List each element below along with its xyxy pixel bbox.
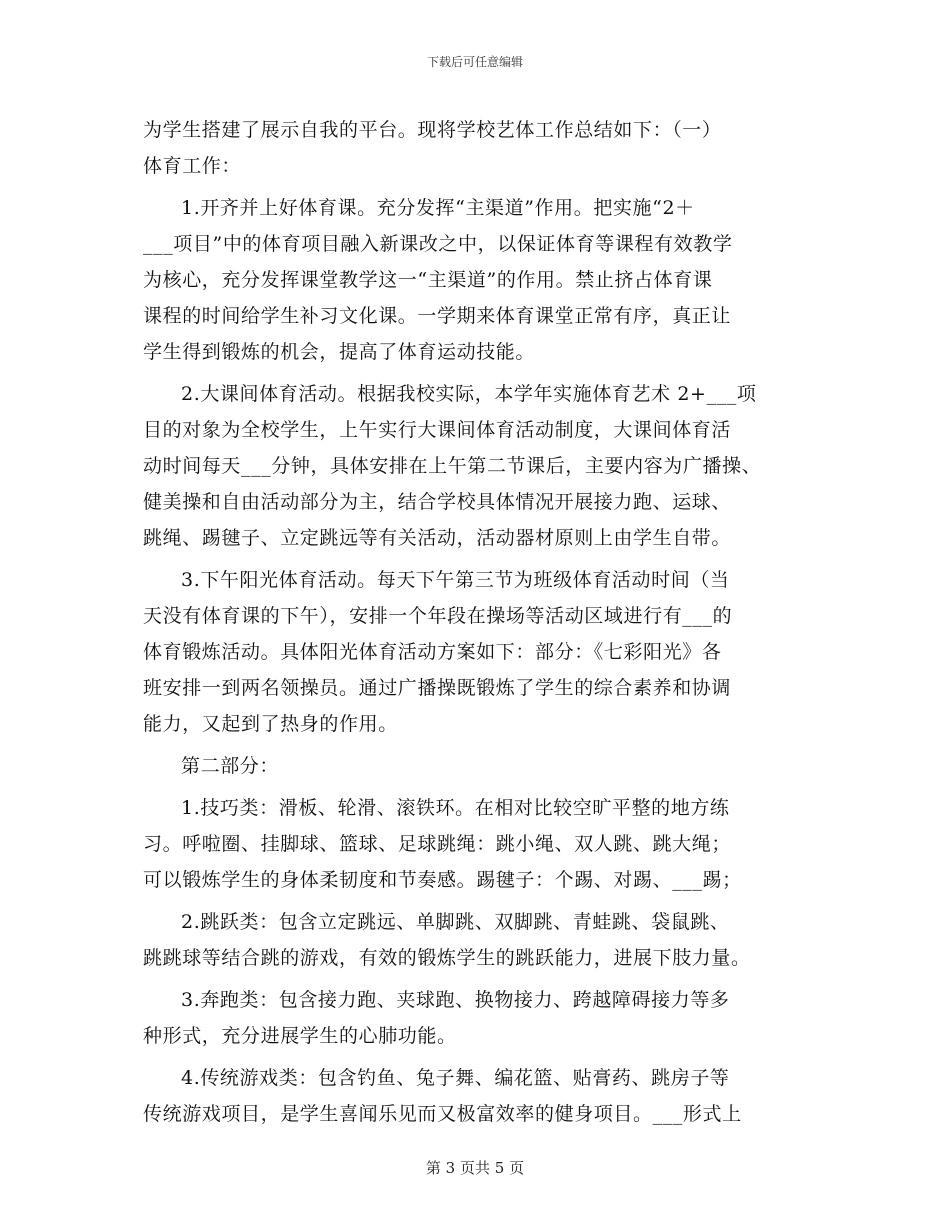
section-heading: 第二部分： <box>181 755 280 777</box>
body-line: 传统游戏项目，是学生喜闻乐见而又极富效率的健身项目。___形式上 <box>143 1103 742 1125</box>
body-line: 跳绳、踢毽子、立定跳远等有关活动，活动器材原则上由学生自带。 <box>143 527 732 549</box>
body-line: 跳跳球等结合跳的游戏，有效的锻炼学生的跳跃能力，进展下肢力量。 <box>143 947 751 969</box>
body-line: 目的对象为全校学生，上午实行大课间体育活动制度，大课间体育活 <box>143 419 732 441</box>
document-body <box>143 112 818 1132</box>
page-header-note: 下载后可任意编辑 <box>426 55 523 69</box>
body-line: 3.下午阳光体育活动。每天下午第三节为班级体育活动时间（当 <box>181 569 730 591</box>
body-line: 为学生搭建了展示自我的平台。现将学校艺体工作总结如下：（一） <box>143 119 722 141</box>
body-line: 1.技巧类：滑板、轮滑、滚铁环。在相对比较空旷平整的地方练 <box>181 797 730 819</box>
body-line: 为核心，充分发挥课堂教学这一“主渠道”的作用。禁止挤占体育课 <box>143 269 713 291</box>
body-line: 能力，又起到了热身的作用。 <box>143 713 398 735</box>
body-line: 健美操和自由活动部分为主，结合学校具体情况开展接力跑、运球、 <box>143 491 732 513</box>
body-line: 2.大课间体育活动。根据我校实际，本学年实施体育艺术 2+___项 <box>181 383 757 405</box>
body-line: 种形式，充分进展学生的心肺功能。 <box>143 1025 457 1047</box>
body-line: 1.开齐并上好体育课。充分发挥“主渠道”作用。把实施“2＋ <box>181 197 695 219</box>
body-line: 体育工作： <box>143 155 242 177</box>
body-line: 动时间每天___分钟，具体安排在上午第二节课后，主要内容为广播操、 <box>143 455 762 477</box>
body-line: 4.传统游戏类：包含钓鱼、兔子舞、编花篮、贴膏药、跳房子等 <box>181 1067 730 1089</box>
body-line: 班安排一到两名领操员。通过广播操既锻炼了学生的综合素养和协调 <box>143 677 732 699</box>
body-line: 天没有体育课的下午），安排一个年段在操场等活动区域进行有___的 <box>143 605 733 627</box>
body-line: 习。呼啦圈、挂脚球、篮球、足球跳绳：跳小绳、双人跳、跳大绳； <box>143 833 732 855</box>
body-line: ___项目”中的体育项目融入新课改之中，以保证体育等课程有效教学 <box>143 233 733 255</box>
body-line: 2.跳跃类：包含立定跳远、单脚跳、双脚跳、青蛙跳、袋鼠跳、 <box>181 911 730 933</box>
body-line: 可以锻炼学生的身体柔韧度和节奏感。踢毽子：个踢、对踢、___踢； <box>143 869 742 891</box>
body-line: 学生得到锻炼的机会，提高了体育运动技能。 <box>143 341 536 363</box>
body-line: 体育锻炼活动。具体阳光体育活动方案如下：部分：《七彩阳光》各 <box>143 641 722 663</box>
body-line: 3.奔跑类：包含接力跑、夹球跑、换物接力、跨越障碍接力等多 <box>181 989 730 1011</box>
body-line: 课程的时间给学生补习文化课。一学期来体育课堂正常有序，真正让 <box>143 305 732 327</box>
page-number: 第 3 页共 5 页 <box>425 1159 525 1177</box>
